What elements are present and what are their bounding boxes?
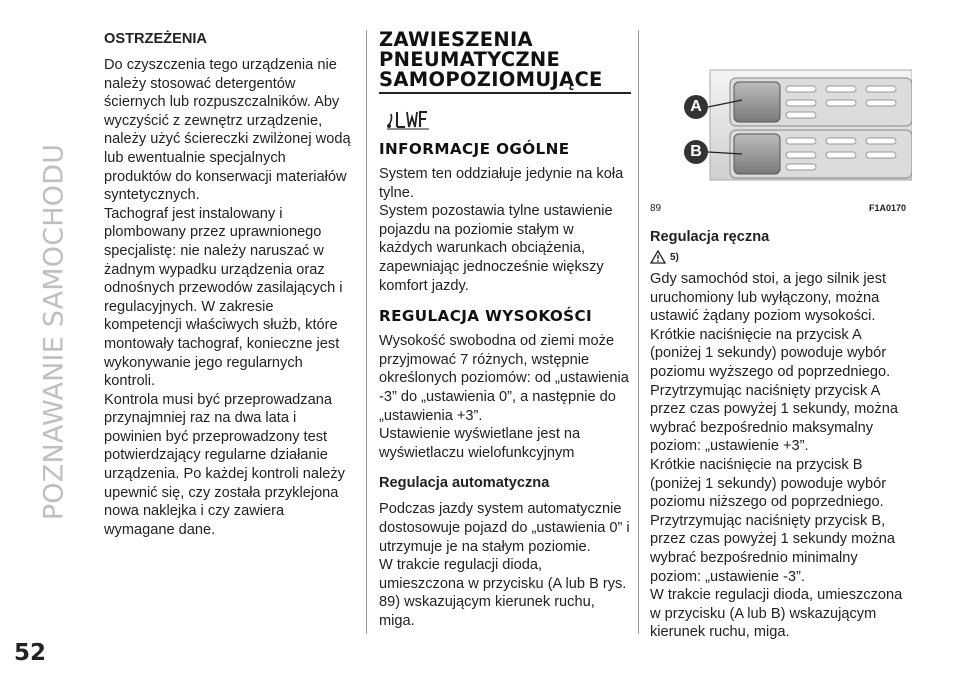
paragraph: Gdy samochód stoi, a jego silnik jest uruchomiony lub wyłączony, można ustawić żądany poziom wysokości. — [650, 271, 887, 325]
column-divider — [638, 30, 639, 634]
paragraph: Przytrzymując naciśnięty przycisk A przez czas powyżej 1 sekundy, można wybrać bezpośrednio maksymalny poziom: „ustawienie +3”. — [650, 382, 898, 455]
warning-triangle-icon — [650, 250, 666, 264]
paragraph: Wysokość swobodna od ziemi może przyjmować 7 różnych, wstępnie określonych poziomów: od „ustawienia -3” do „ustawienia 0”, a następnie do „ustawienia +3”. — [379, 333, 629, 424]
paragraph: Krótkie naciśnięcie na przycisk A (poniżej 1 sekundy) powoduje wybór poziomu wyższego od poprzedniego. — [650, 326, 891, 380]
warning-reference — [650, 250, 912, 264]
paragraph: System ten oddziałuje jedynie na koła tylne. — [379, 166, 624, 201]
warning-ref-number: 5) — [670, 251, 679, 263]
paragraph: Kontrola musi być przeprowadzana przynajmniej raz na dwa lata i powinien być przeprowadzony test potwierdzający regularne działanie urządzenia. Po każdej kontroli należy upewnić się, czy została przyklejona nowa naklejka i czy zawiera wymagane dane. — [104, 391, 345, 538]
paragraph: Tachograf jest instalowany i plombowany przez uprawnionego specjalistę: nie należy naruszać w żadnym wypadku urządzenia oraz odnośnych przewodów zasilających i regulacyjnych. W zakresie kompetencji właściwych służb, które montowały tachograf, konieczne jest wykonywanie jego regularnych kontroli. — [104, 205, 343, 390]
column-manual — [650, 30, 912, 642]
paragraph: Ustawienie wyświetlane jest na wyświetlaczu wielofunkcyjnym — [379, 426, 581, 461]
paragraph: W trakcie regulacji dioda, umieszczona w przycisku (A lub B rys. 89) wskazującym kierunek ruchu, miga. — [379, 557, 627, 629]
side-section-title: POZNAWANIE SAMOCHODU — [38, 143, 70, 521]
section-title-height: REGULACJA WYSOKOŚCI — [379, 307, 593, 326]
figure-caption — [650, 203, 912, 214]
paragraph: Krótkie naciśnięcie na przycisk B (poniżej 1 sekundy) powoduje wybór poziomu niższego od poprzedniego. — [650, 456, 887, 511]
subsection-title-automatic: Regulacja automatyczna — [379, 475, 550, 492]
paragraph: System pozostawia tylne ustawienie pojazdu na poziomie stałym w każdych warunkach obciążenia, zapewniając jednocześnie większy komfort jazdy. — [379, 203, 613, 294]
column-divider — [366, 30, 367, 634]
column-suspension — [379, 30, 631, 630]
column-warnings — [104, 30, 354, 539]
warnings-heading: OSTRZEŻENIA — [104, 31, 207, 47]
callout-label-b: B — [690, 143, 702, 160]
page-number: 52 — [14, 640, 47, 666]
figure-code: F1A0170 — [868, 203, 906, 213]
self-leveling-suspension-icon — [385, 104, 631, 130]
section-main-title: ZAWIESZENIA PNEUMATYCZNE SAMOPOZIOMUJĄCE — [379, 30, 631, 94]
section-title-general: INFORMACJE OGÓLNE — [379, 140, 570, 158]
figure-switch-panel — [650, 30, 912, 200]
paragraph: Podczas jazdy system automatycznie dostosowuje pojazd do „ustawienia 0” i utrzymuje je na stałym poziomie. — [379, 501, 630, 555]
paragraph: Przytrzymując naciśnięty przycisk B, przez czas powyżej 1 sekundy można wybrać bezpośrednio minimalny poziom: „ustawienie -3”. — [650, 512, 895, 585]
subsection-title-manual: Regulacja ręczna — [650, 229, 770, 245]
paragraph: Do czyszczenia tego urządzenia nie należy stosować detergentów ściernych lub rozpuszczalników. Aby wyczyścić z zewnętrz urządzenie, należy użyć ściereczki zwilżonej wodą lub ewentualnie specjalnych produktów do konserwacji materiałów syntetycznych. — [104, 57, 351, 204]
callout-label-a: A — [690, 98, 702, 115]
figure-number: 89 — [650, 203, 662, 214]
paragraph: W trakcie regulacji dioda, umieszczona w przycisku (A lub B) wskazującym kierunek ruchu, miga. — [650, 587, 903, 641]
